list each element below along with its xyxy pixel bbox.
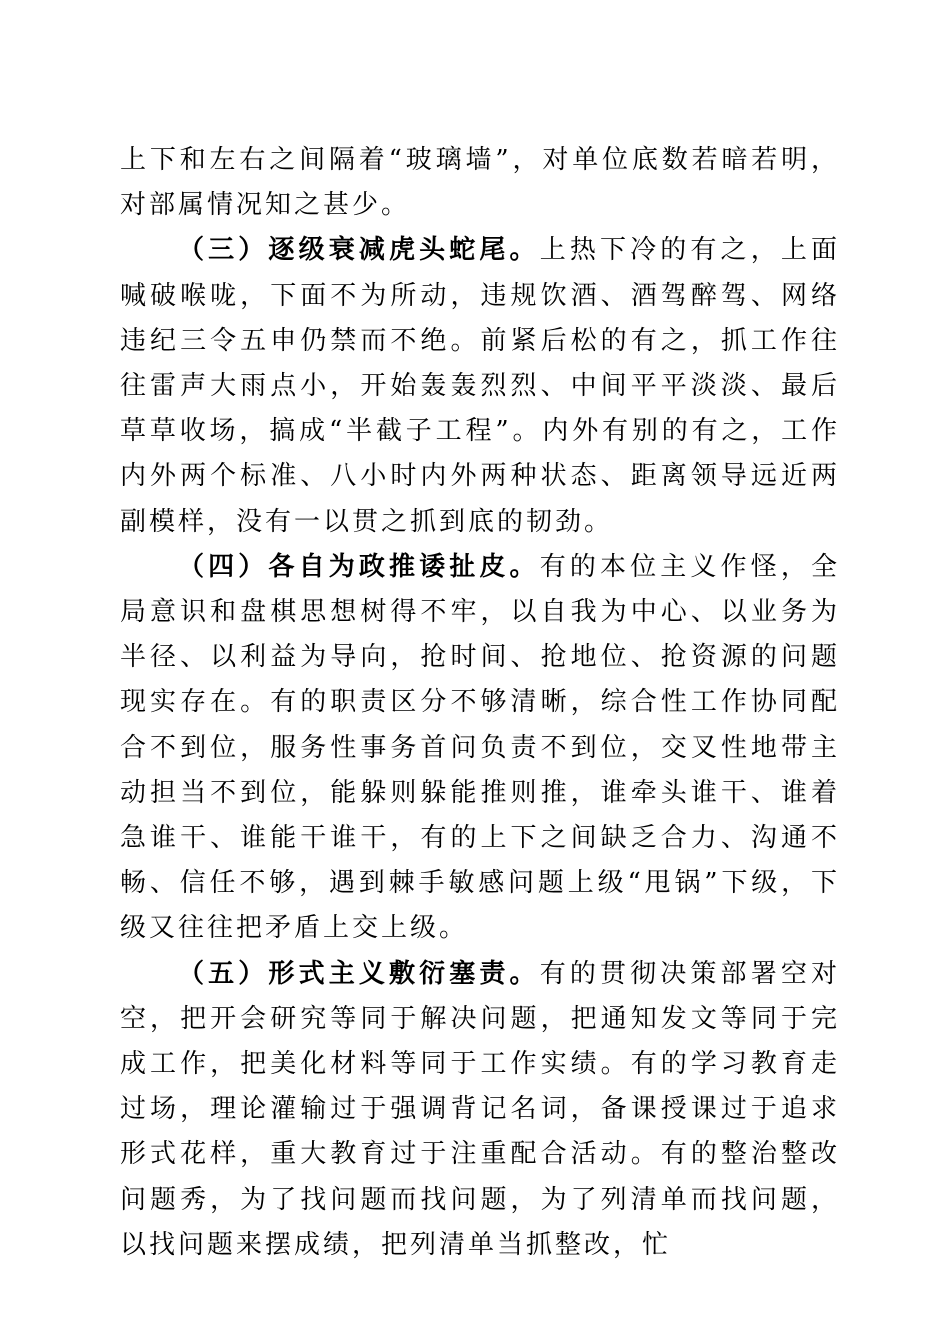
paragraph-body: 有的贯彻决策部署空对空，把开会研究等同于解决问题，把通知发文等同于完成工作，把美化材料等同于工作实绩。有的学习教育走过场，理论灌输过于强调背记名词，备课授课过于追求形式花样，重大教育过于注重配合活动。有的整治整改问题秀，为了找问题而找问题，为了列清单而找问题，以找问题来摆成绩，把列清单当抓整改，忙 — [120, 958, 840, 1260]
paragraph-body: 上热下冷的有之，上面喊破喉咙，下面不为所动，违规饮酒、酒驾醉驾、网络违纪三令五申仍禁而不绝。前紧后松的有之，抓工作往往雷声大雨点小，开始轰轰烈烈、中间平平淡淡、最后草草收场，搞成“半截子工程”。内外有别的有之，工作内外两个标准、八小时内外两种状态、距离领导远近两副模样，没有一以贯之抓到底的韧劲。 — [120, 235, 840, 537]
paragraph-body: 上下和左右之间隔着“玻璃墙”，对单位底数若暗若明，对部属情况知之甚少。 — [120, 145, 840, 221]
document-body — [120, 138, 840, 1268]
paragraph-body: 有的本位主义作怪，全局意识和盘棋思想树得不牢，以自我为中心、以业务为半径、以利益为导向，抢时间、抢地位、抢资源的问题现实存在。有的职责区分不够清晰，综合性工作协同配合不到位，服务性事务首问负责不到位，交叉性地带主动担当不到位，能躲则躲能推则推，谁牵头谁干、谁着急谁干、谁能干谁干，有的上下之间缺乏合力、沟通不畅、信任不够，遇到棘手敏感问题上级“甩锅”下级，下级又往往把矛盾上交上级。 — [120, 551, 840, 944]
paragraph-section-four — [120, 545, 840, 952]
section-heading: （四）各自为政推诿扯皮。 — [178, 551, 540, 582]
paragraph-section-three — [120, 228, 840, 544]
section-heading: （五）形式主义敷衍塞责。 — [178, 958, 540, 989]
section-heading: （三）逐级衰减虎头蛇尾。 — [178, 235, 540, 266]
paragraph-section-five — [120, 952, 840, 1268]
paragraph-continuation — [120, 138, 840, 228]
